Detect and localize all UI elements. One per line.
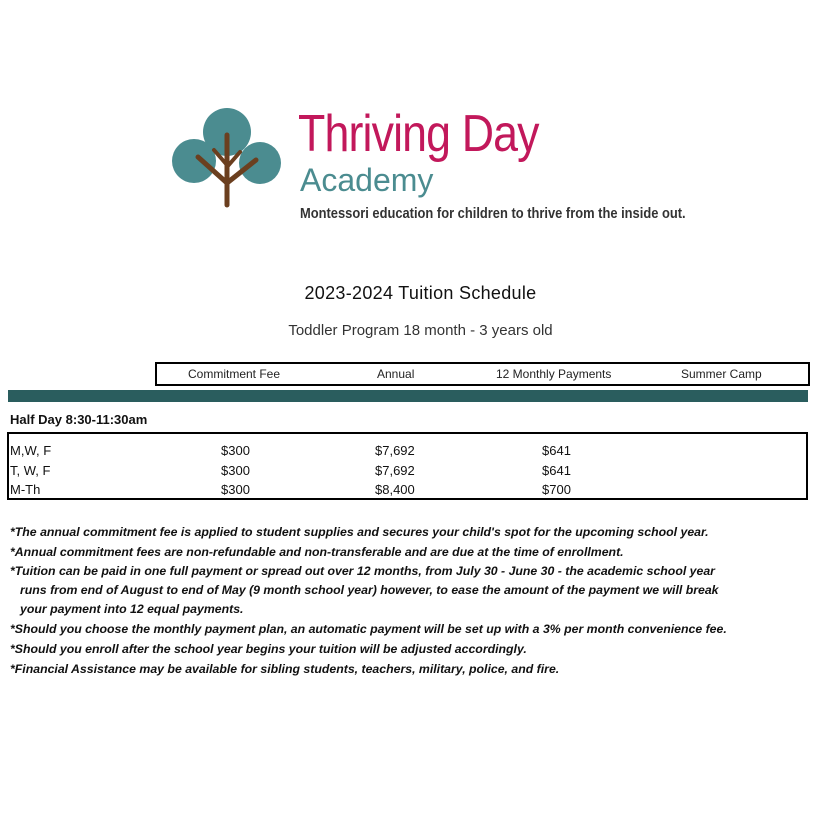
days-cell: M,W, F — [10, 443, 52, 458]
monthly-cell: $700 — [542, 482, 571, 497]
footnote-line: runs from end of August to end of May (9 month school year) however, to ease the amount of the payment we will break — [20, 583, 719, 597]
footnote: *Financial Assistance may be available for sibling students, teachers, military, police, and fire. — [10, 662, 560, 676]
commitment-cell: $300 — [221, 463, 250, 478]
col-header-summer-camp: Summer Camp — [681, 367, 762, 381]
page-title: 2023-2024 Tuition Schedule — [304, 283, 537, 303]
footnotes — [10, 522, 815, 679]
commitment-cell: $300 — [221, 443, 250, 458]
table-row — [9, 441, 806, 461]
footnote: *Annual commitment fees are non-refundable and non-transferable and are due at the time of enrollment. — [10, 545, 624, 559]
table-row — [9, 461, 806, 481]
days-cell: T, W, F — [10, 463, 51, 478]
brand-name: Thriving Day — [298, 105, 539, 163]
footnote-line: your payment into 12 equal payments. — [20, 602, 244, 616]
tree-logo-icon — [170, 105, 285, 210]
footnote: *The annual commitment fee is applied to student supplies and secures your child's spot for the upcoming school year. — [10, 525, 709, 539]
col-header-monthly: 12 Monthly Payments — [496, 367, 612, 381]
page-subtitle: Toddler Program 18 month - 3 years old — [288, 322, 553, 339]
brand-tagline: Montessori education for children to thrive from the inside out. — [300, 205, 686, 222]
monthly-cell: $641 — [542, 463, 571, 478]
brand-subname: Academy — [300, 162, 434, 198]
monthly-cell: $641 — [542, 443, 571, 458]
footnote: *Should you choose the monthly payment plan, an automatic payment will be set up with a 3% per month convenience fee. — [10, 622, 727, 636]
annual-cell: $7,692 — [375, 463, 415, 478]
footnote-line: *Tuition can be paid in one full payment or spread out over 12 months, from July 30 - June 30 - the academic school year — [10, 564, 715, 578]
rates-table — [7, 432, 808, 500]
col-header-annual: Annual — [377, 367, 415, 381]
footnote: *Should you enroll after the school year begins your tuition will be adjusted accordingly. — [10, 642, 527, 656]
annual-cell: $8,400 — [375, 482, 415, 497]
footnote — [10, 562, 815, 619]
header-divider-band — [8, 390, 808, 402]
commitment-cell: $300 — [221, 482, 250, 497]
section-label: Half Day 8:30-11:30am — [10, 412, 148, 427]
col-header-commitment-fee: Commitment Fee — [188, 367, 281, 381]
annual-cell: $7,692 — [375, 443, 415, 458]
table-row — [9, 480, 806, 500]
column-header-row — [155, 362, 810, 386]
days-cell: M-Th — [10, 482, 41, 497]
